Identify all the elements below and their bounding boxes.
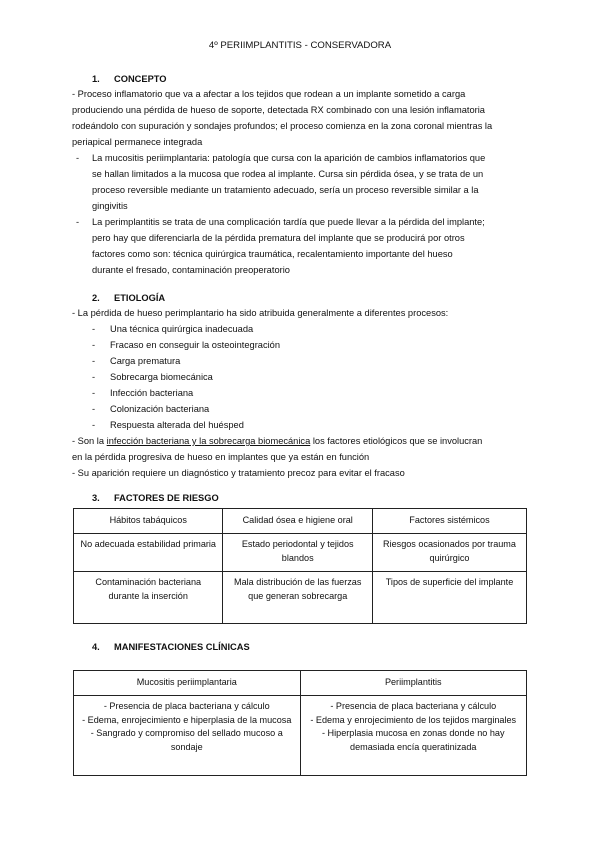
section-title: FACTORES DE RIESGO <box>114 493 219 503</box>
section-title: ETIOLOGÍA <box>114 293 166 303</box>
cell-line: - Edema, enrojecimiento e hiperplasia de la mucosa <box>82 714 292 725</box>
table-cell: Contaminación bacteriana durante la inserción <box>74 572 223 624</box>
bullet-mucositis <box>0 150 600 214</box>
table-cell: Hábitos tabáquicos <box>74 509 223 534</box>
cell-line: - Presencia de placa bacteriana y cálculo <box>330 701 497 711</box>
text-line: periapical permanece integrada <box>72 137 203 147</box>
table-cell <box>300 696 527 776</box>
dash: - <box>92 404 96 414</box>
list-item-text: Carga prematura <box>110 356 181 366</box>
section-heading-etiologia <box>92 290 165 306</box>
list-item <box>0 321 600 337</box>
text-line: proceso reversible mediante un tratamiento adecuado, sería un proceso reversible similar a la <box>92 185 479 195</box>
dash: - <box>92 356 96 366</box>
list-item-text: Colonización bacteriana <box>110 404 210 414</box>
document-title: 4º PERIIMPLANTITIS - CONSERVADORA <box>208 40 392 51</box>
section-title: CONCEPTO <box>114 74 167 84</box>
list-item <box>0 353 600 369</box>
list-item-text: Una técnica quirúrgica inadecuada <box>110 324 254 334</box>
note-line: - Su aparición requiere un diagnóstico y tratamiento precoz para evitar el fracaso <box>72 468 405 478</box>
bullet-perimplantitis <box>0 214 600 278</box>
list-item-text: Fracaso en conseguir la osteointegración <box>110 340 281 350</box>
table-cell: Factores sistémicos <box>372 509 526 534</box>
section-number: 3. <box>92 493 100 503</box>
concepto-intro <box>72 86 492 150</box>
list-item <box>0 369 600 385</box>
text: - Son la <box>72 436 107 446</box>
cell-line: - Presencia de placa bacteriana y cálculo <box>103 701 270 711</box>
table-row <box>74 534 527 572</box>
dash: - <box>92 340 96 350</box>
table-cell: Tipos de superficie del implante <box>372 572 526 624</box>
text-line: La perimplantitis se trata de una complicación tardía que puede llevar a la pérdida del implante; <box>92 217 485 227</box>
etiologia-notes <box>72 433 482 481</box>
table-cell: Mala distribución de las fuerzas que generan sobrecarga <box>223 572 372 624</box>
section-heading-manifestaciones <box>92 639 250 655</box>
list-item <box>0 337 600 353</box>
text-line: La mucositis periimplantaria: patología que cursa con la aparición de cambios inflamatorios que <box>92 153 486 163</box>
table-cell: No adecuada estabilidad primaria <box>74 534 223 572</box>
table-header-row <box>74 671 527 696</box>
dash: - <box>92 324 96 334</box>
text-line: produciendo una pérdida de hueso de soporte, detectada RX combinado con una lesión inflamatoria <box>72 105 485 115</box>
table-header-row <box>74 509 527 534</box>
dash: - <box>92 420 96 430</box>
text-line: gingivitis <box>92 201 128 211</box>
etiologia-list <box>0 321 600 433</box>
section-heading-factores <box>92 490 219 506</box>
text-line: factores como son: técnica quirúrgica traumática, recalentamiento importante del hueso <box>92 249 453 259</box>
list-item-text: Sobrecarga biomecánica <box>110 372 213 382</box>
table-row <box>74 696 527 776</box>
text-line: - Proceso inflamatorio que va a afectar a los tejidos que rodean a un implante sometido a carga <box>72 89 466 99</box>
list-item-text: Respuesta alterada del huésped <box>110 420 244 430</box>
dash: - <box>92 372 96 382</box>
text-line: pero hay que diferenciarla de la pérdida prematura del implante que se producirá por otros <box>92 233 465 243</box>
table-cell: Riesgos ocasionados por trauma quirúrgico <box>372 534 526 572</box>
list-item-text: Infección bacteriana <box>110 388 194 398</box>
table-header-cell: Mucositis periimplantaria <box>74 671 301 696</box>
risk-factors-table <box>73 508 527 624</box>
list-item <box>0 417 600 433</box>
section-number: 2. <box>92 293 100 303</box>
underlined-text: infección bacteriana y la sobrecarga biomecánica <box>106 436 311 446</box>
etiologia-intro: - La pérdida de hueso perimplantario ha sido atribuida generalmente a diferentes procesos: <box>72 308 449 318</box>
text-line: durante el fresado, contaminación preoperatorio <box>92 265 290 275</box>
text-line: se hallan limitados a la mucosa que rodea al implante. Cursa sin pérdida ósea, y se trata de un <box>92 169 484 179</box>
table-cell: Calidad ósea e higiene oral <box>223 509 372 534</box>
table-cell <box>74 696 301 776</box>
clinical-manifestations-table <box>73 670 527 776</box>
list-item <box>0 401 600 417</box>
dash: - <box>76 153 80 163</box>
cell-line: - Sangrado y compromiso del sellado mucoso a sondaje <box>90 728 283 752</box>
dash: - <box>76 217 80 227</box>
text: los factores etiológicos que se involucran <box>310 436 483 446</box>
section-title: MANIFESTACIONES CLÍNICAS <box>114 642 250 652</box>
list-item <box>0 385 600 401</box>
table-cell: Estado periodontal y tejidos blandos <box>223 534 372 572</box>
section-number: 1. <box>92 74 100 84</box>
table-row <box>74 572 527 624</box>
section-number: 4. <box>92 642 100 652</box>
section-heading-concepto <box>92 71 167 87</box>
dash: - <box>92 388 96 398</box>
cell-line: - Edema y enrojecimiento de los tejidos marginales <box>310 714 517 725</box>
text-line: rodeándolo con supuración y sondajes profundos; el proceso comienza en la zona coronal mientras la <box>72 121 493 131</box>
table-header-cell: Periimplantitis <box>300 671 527 696</box>
note-line <box>72 433 482 449</box>
note-line: en la pérdida progresiva de hueso en implantes que ya están en función <box>72 452 370 462</box>
cell-line: - Hiperplasia mucosa en zonas donde no hay demasiada encía queratinizada <box>322 728 505 752</box>
